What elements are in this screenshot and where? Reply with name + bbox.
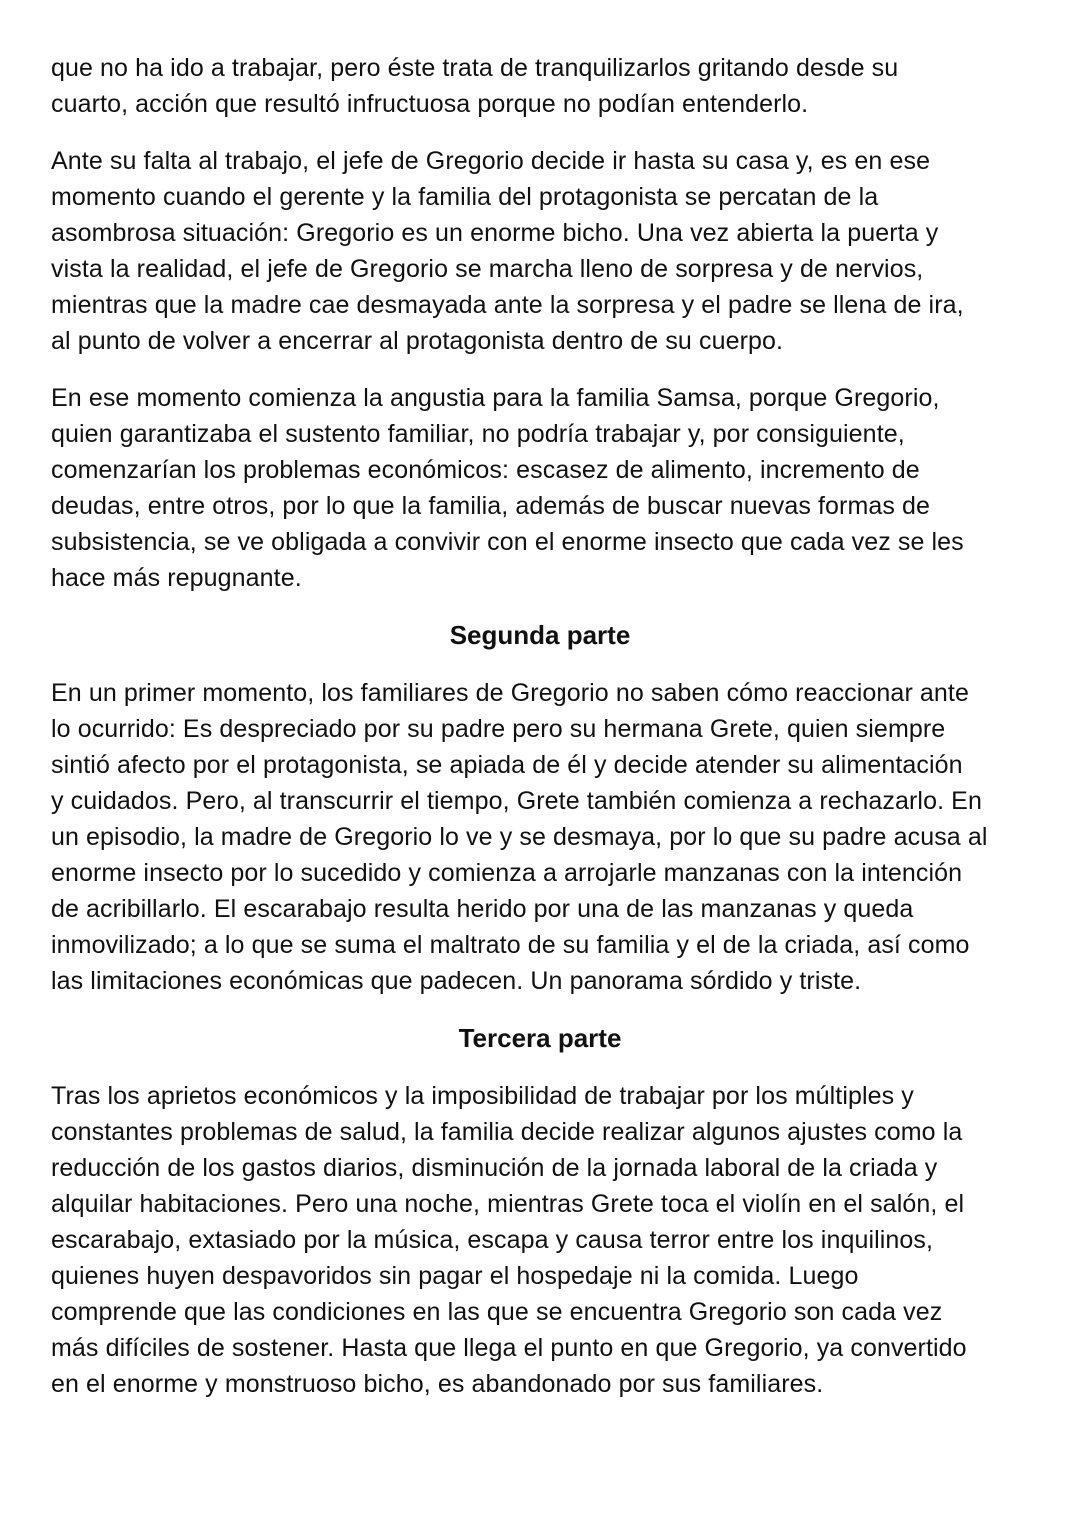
text-line: cuarto, acción que resultó infructuosa porque no podían entenderlo. bbox=[51, 90, 809, 118]
text-line: de acribillarlo. El escarabajo resulta herido por una de las manzanas y queda bbox=[51, 895, 914, 923]
text-line: En ese momento comienza la angustia para la familia Samsa, porque Gregorio, bbox=[51, 384, 940, 412]
paragraph bbox=[51, 50, 1041, 122]
paragraph bbox=[51, 675, 1041, 999]
text-line: enorme insecto por lo sucedido y comienza a arrojarle manzanas con la intención bbox=[51, 859, 963, 887]
text-line: alquilar habitaciones. Pero una noche, mientras Grete toca el violín en el salón, el bbox=[51, 1190, 965, 1218]
text-line: reducción de los gastos diarios, disminución de la jornada laboral de la criada y bbox=[51, 1154, 938, 1182]
paragraph bbox=[51, 1078, 1041, 1402]
paragraph bbox=[51, 143, 1041, 359]
text-line: vista la realidad, el jefe de Gregorio se marcha lleno de sorpresa y de nervios, bbox=[51, 255, 924, 283]
section-heading-tercera-parte: Tercera parte bbox=[458, 1023, 622, 1053]
text-line: y cuidados. Pero, al transcurrir el tiempo, Grete también comienza a rechazarlo. En bbox=[51, 787, 982, 815]
text-line: quienes huyen despavoridos sin pagar el hospedaje ni la comida. Luego bbox=[51, 1262, 859, 1290]
text-line: quien garantizaba el sustento familiar, no podría trabajar y, por consiguiente, bbox=[51, 420, 905, 448]
text-line: que no ha ido a trabajar, pero éste trata de tranquilizarlos gritando desde su bbox=[51, 54, 899, 82]
text-line: al punto de volver a encerrar al protagonista dentro de su cuerpo. bbox=[51, 327, 784, 355]
text-line: en el enorme y monstruoso bicho, es abandonado por sus familiares. bbox=[51, 1370, 824, 1398]
text-line: comprende que las condiciones en las que se encuentra Gregorio son cada vez bbox=[51, 1298, 943, 1326]
text-line: inmovilizado; a lo que se suma el maltrato de su familia y el de la criada, así como bbox=[51, 931, 970, 959]
text-line: más difíciles de sostener. Hasta que llega el punto en que Gregorio, ya convertido bbox=[51, 1334, 967, 1362]
text-line: Tras los aprietos económicos y la imposibilidad de trabajar por los múltiples y bbox=[51, 1082, 914, 1110]
text-line: deudas, entre otros, por lo que la familia, además de buscar nuevas formas de bbox=[51, 492, 931, 520]
document-page bbox=[51, 50, 1041, 1423]
text-line: lo ocurrido: Es despreciado por su padre pero su hermana Grete, quien siempre bbox=[51, 715, 946, 743]
text-line: mientras que la madre cae desmayada ante la sorpresa y el padre se llena de ira, bbox=[51, 291, 964, 319]
paragraph bbox=[51, 380, 1041, 596]
section-heading-segunda-parte: Segunda parte bbox=[449, 620, 631, 650]
text-line: momento cuando el gerente y la familia del protagonista se percatan de la bbox=[51, 183, 879, 211]
text-line: sintió afecto por el protagonista, se apiada de él y decide atender su alimentación bbox=[51, 751, 963, 779]
text-line: Ante su falta al trabajo, el jefe de Gregorio decide ir hasta su casa y, es en ese bbox=[51, 147, 931, 175]
text-line: escarabajo, extasiado por la música, escapa y causa terror entre los inquilinos, bbox=[51, 1226, 934, 1254]
text-line: comenzarían los problemas económicos: escasez de alimento, incremento de bbox=[51, 456, 920, 484]
text-line: las limitaciones económicas que padecen. Un panorama sórdido y triste. bbox=[51, 967, 862, 995]
text-line: asombrosa situación: Gregorio es un enorme bicho. Una vez abierta la puerta y bbox=[51, 219, 939, 247]
text-line: un episodio, la madre de Gregorio lo ve y se desmaya, por lo que su padre acusa al bbox=[51, 823, 988, 851]
text-line: En un primer momento, los familiares de Gregorio no saben cómo reaccionar ante bbox=[51, 679, 969, 707]
text-line: constantes problemas de salud, la familia decide realizar algunos ajustes como la bbox=[51, 1118, 963, 1146]
text-line: subsistencia, se ve obligada a convivir con el enorme insecto que cada vez se les bbox=[51, 528, 964, 556]
text-line: hace más repugnante. bbox=[51, 564, 302, 592]
